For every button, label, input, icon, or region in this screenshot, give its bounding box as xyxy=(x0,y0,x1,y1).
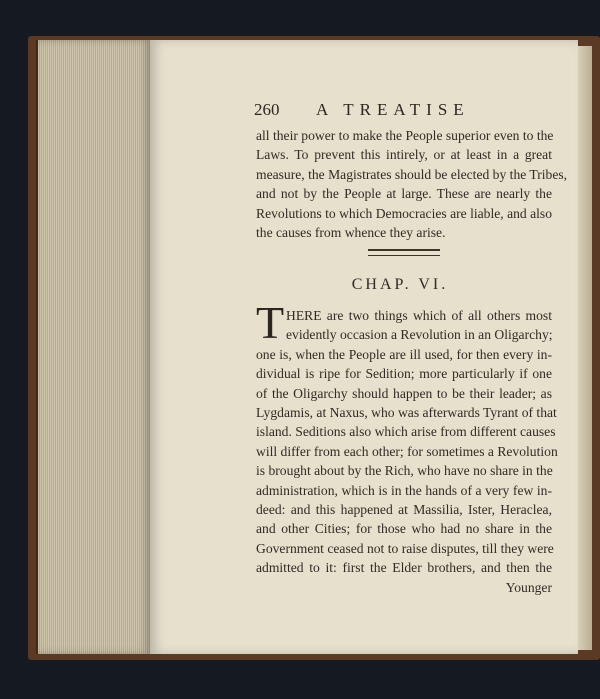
text-line: one is, when the People are ill used, for then every in- xyxy=(256,346,552,362)
text-line: Laws. To prevent this intirely, or at least in a great xyxy=(256,147,552,163)
text-line: Lygdamis, at Naxus, who was afterwards Tyrant of that xyxy=(256,405,557,421)
text-line: island. Seditions also which arise from different causes xyxy=(256,424,556,440)
section-divider-rule xyxy=(368,249,440,256)
text-line: evidently occasion a Revolution in an Oligarchy; xyxy=(286,327,553,343)
running-head: A TREATISE xyxy=(316,100,470,119)
text-line: will differ from each other; for sometimes a Revolution xyxy=(256,443,558,459)
page-right-edge xyxy=(578,46,592,650)
chapter-title: CHAP. VI. xyxy=(351,276,449,293)
text-line: dividual is ripe for Sedition; more particularly if one xyxy=(256,366,552,382)
page-header xyxy=(254,100,554,122)
top-paragraph xyxy=(256,126,568,242)
text-line: the causes from whence they arise. xyxy=(256,225,446,241)
text-line: and not by the People at large. These are nearly the xyxy=(256,186,552,202)
page-edges xyxy=(38,40,150,654)
text-line: and other Cities; for those who had no share in the xyxy=(256,521,552,537)
text-line: measure, the Magistrates should be elected by the Tribes, xyxy=(256,166,568,182)
text-line: all their power to make the People superior even to the xyxy=(256,128,554,143)
text-line: of the Oligarchy should happen to be their leader; as xyxy=(256,385,552,401)
text-line: Government ceased not to raise disputes, till they were xyxy=(256,540,554,556)
chapter-paragraph xyxy=(256,306,558,597)
catchword: Younger xyxy=(505,579,552,595)
text-line: is brought about by the Rich, who have no share in the xyxy=(256,463,553,479)
text-line: Revolutions to which Democracies are liable, and also xyxy=(256,205,552,221)
text-line: HERE are two things which of all others most xyxy=(286,308,552,323)
text-line: admitted to it: first the Elder brothers, and then the xyxy=(256,560,552,576)
page-number: 260 xyxy=(254,100,280,119)
text-line: deed: and this happened at Massilia, Ister, Heraclea, xyxy=(256,502,552,518)
drop-cap: T xyxy=(256,297,285,348)
text-line: administration, which is in the hands of a very few in- xyxy=(256,482,552,498)
